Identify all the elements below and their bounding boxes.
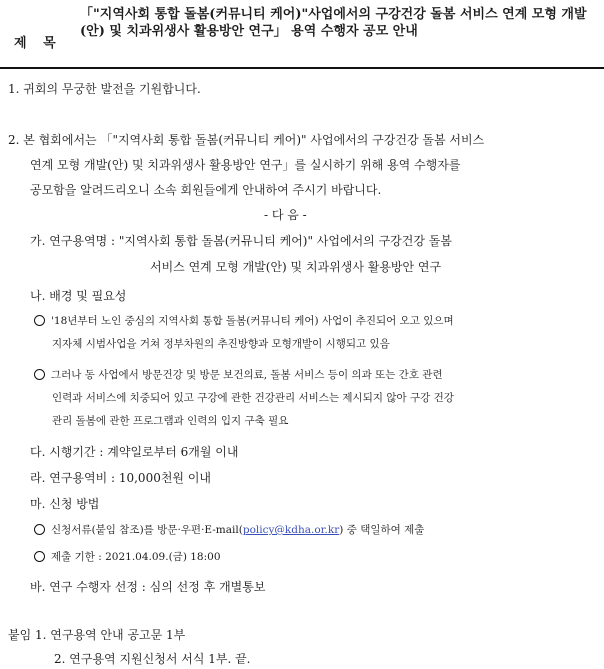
circle-bullet-icon — [34, 551, 45, 562]
method-1-prefix: 신청서류(붙임 참조)를 방문·우편·E-mail( — [51, 524, 243, 536]
item-ba: 바. 연구 수행자 선정 : 심의 선정 후 개별통보 — [30, 580, 266, 594]
method-2-text: 제출 기한 : 2021.04.09.(금) 18:00 — [51, 551, 221, 563]
method-bullet-1 — [34, 522, 424, 537]
bullet-1-line-1 — [34, 313, 454, 328]
circle-bullet-icon — [34, 315, 45, 326]
paragraph-2-line-2: 연계 모형 개발(안) 및 치과위생사 활용방안 연구」를 실시하기 위해 용역 수행자를 — [30, 158, 461, 172]
method-1-suffix: ) 중 택일하여 제출 — [339, 524, 425, 536]
circle-bullet-icon — [34, 369, 45, 380]
bullet-2-line-1 — [34, 367, 443, 382]
attachment-1: 붙임 1. 연구용역 안내 공고문 1부 — [8, 628, 186, 642]
bullet-2-line-2: 인력과 서비스에 치중되어 있고 구강에 관한 건강관리 서비스는 제시되지 않아 구강 건강 — [52, 392, 454, 404]
item-ga-line-1: 가. 연구용역명 : "지역사회 통합 돌봄(커뮤니티 케어)" 사업에서의 구강건강 돌봄 — [30, 234, 452, 248]
subject-label: 제 목 — [14, 36, 62, 51]
item-da: 다. 시행기간 : 계약일로부터 6개월 이내 — [30, 445, 239, 459]
title-divider — [0, 67, 604, 69]
item-ga-line-2: 서비스 연계 모형 개발(안) 및 치과위생사 활용방안 연구 — [150, 260, 442, 274]
bullet-1-line-2: 지자체 시범사업을 거쳐 정부차원의 추진방향과 모형개발이 시행되고 있음 — [52, 338, 390, 350]
bullet-1-text: '18년부터 노인 중심의 지역사회 통합 돌봄(커뮤니티 케어) 사업이 추진되어 오고 있으며 — [51, 315, 454, 327]
email-link[interactable]: policy@kdha.or.kr — [242, 524, 340, 536]
paragraph-2-line-3: 공모함을 알려드리오니 소속 회원들에게 안내하여 주시기 바랍니다. — [30, 183, 382, 197]
bullet-2-line-3: 관리 돌봄에 관한 프로그램과 인력의 입지 구축 필요 — [52, 415, 289, 427]
method-bullet-2 — [34, 549, 221, 564]
circle-bullet-icon — [34, 524, 45, 535]
item-ma: 마. 신청 방법 — [30, 497, 100, 511]
document-title: 「"지역사회 통합 돌봄(커뮤니티 케어)"사업에서의 구강건강 돌봄 서비스 연계 모형 개발(안) 및 치과위생사 활용방안 연구」 용역 수행자 공모 안내 — [80, 7, 587, 39]
bullet-2-text: 그러나 동 사업에서 방문건강 및 방문 보건의료, 돌봄 서비스 등이 의과 또는 간호 관련 — [51, 369, 443, 381]
paragraph-1: 1. 귀회의 무궁한 발전을 기원합니다. — [8, 82, 201, 96]
section-heading: - 다 음 - — [264, 208, 307, 222]
item-ra: 라. 연구용역비 : 10,000천원 이내 — [30, 471, 212, 485]
attachment-2: 2. 연구용역 지원신청서 서식 1부. 끝. — [54, 652, 251, 666]
item-na: 나. 배경 및 필요성 — [30, 289, 127, 303]
paragraph-2-line-1: 2. 본 협회에서는 「"지역사회 통합 돌봄(커뮤니티 케어)" 사업에서의 구강건강 돌봄 서비스 — [8, 133, 485, 147]
